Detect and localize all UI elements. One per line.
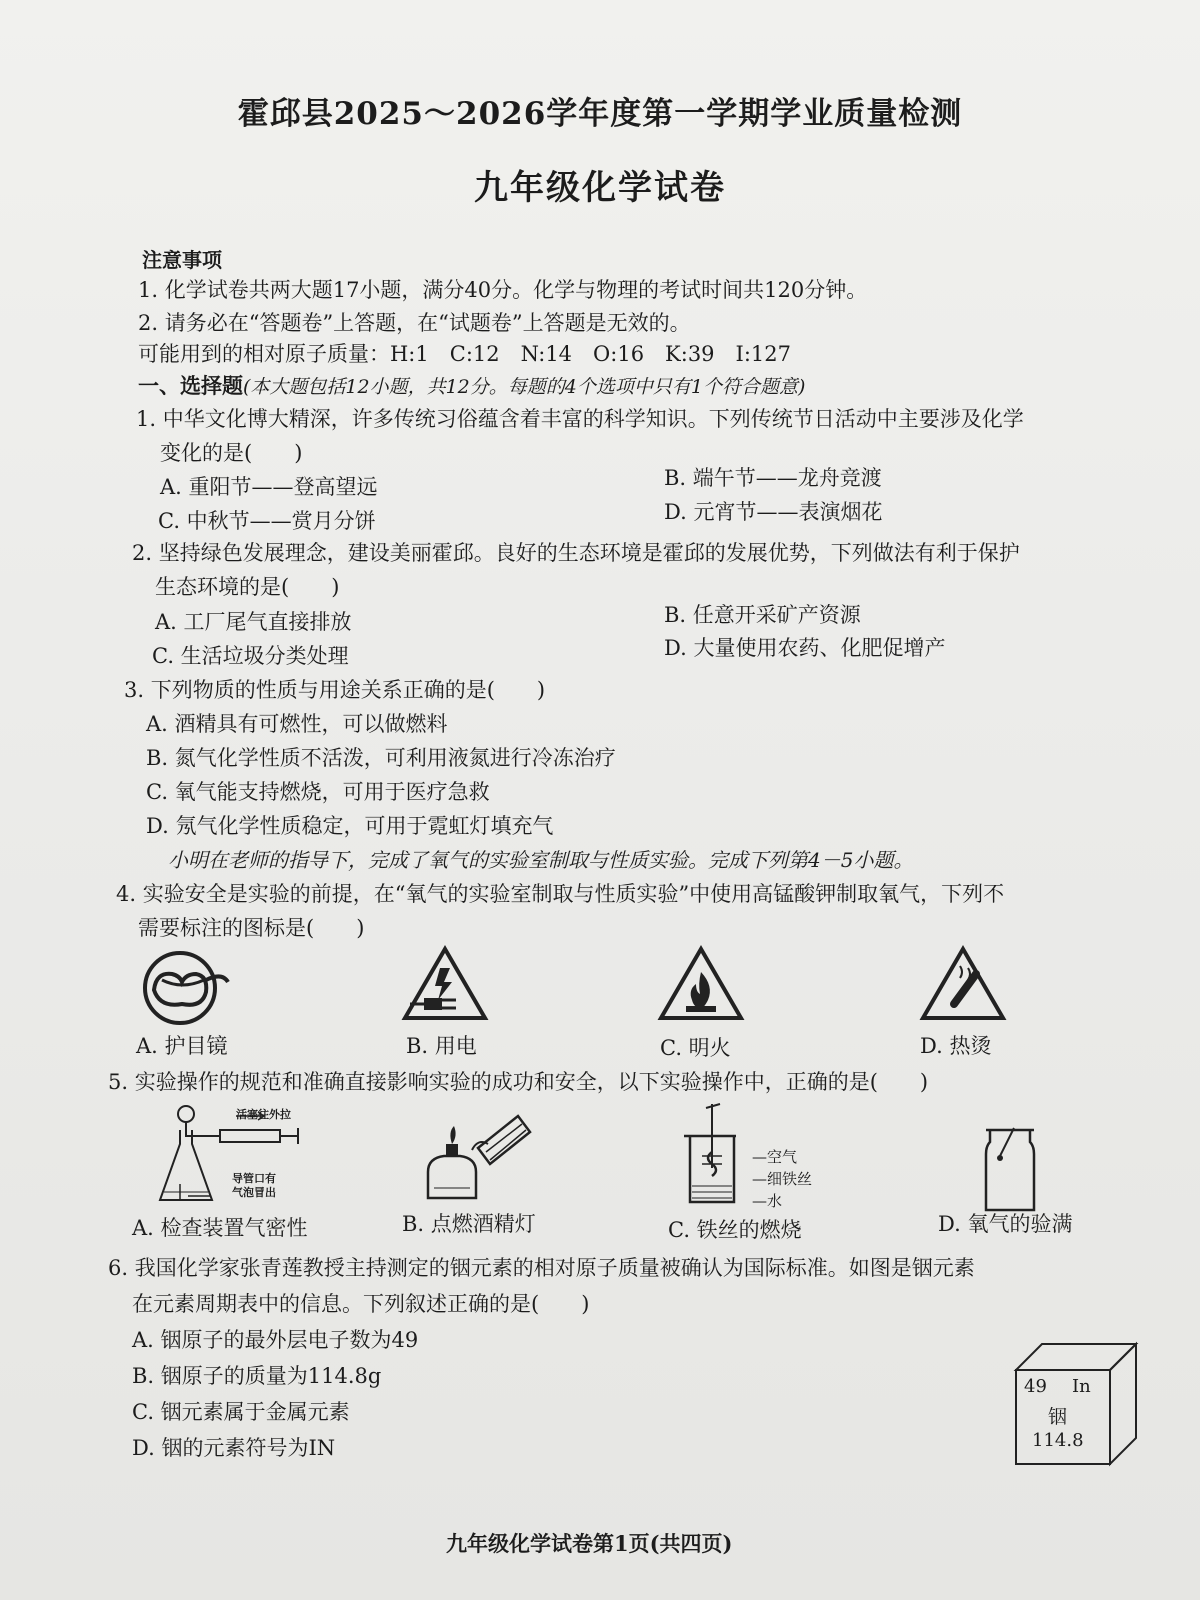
q5-option-b: B. 点燃酒精灯 [402,1212,536,1236]
section-title: 一、选择题 [138,373,243,398]
q4-option-a: A. 护目镜 [136,1034,228,1058]
q4-stem-line2: 需要标注的图标是( ) [138,916,365,940]
notice-heading: 注意事项 [142,248,222,272]
notice-item-1: 1. 化学试卷共两大题17小题，满分40分。化学与物理的考试时间共120分钟。 [138,278,868,302]
label-water: —水 [752,1192,783,1210]
q3-option-b: B. 氮气化学性质不活泼，可利用液氮进行冷冻治疗 [146,746,616,770]
element-name: 铟 [1048,1406,1068,1428]
label-iron-wire: —细铁丝 [752,1170,813,1188]
label-air: —空气 [752,1148,798,1166]
q5-option-a: A. 检查装置气密性 [132,1216,308,1240]
page-footer: 九年级化学试卷第1页(共四页) [446,1531,733,1556]
notice-item-2: 2. 请务必在“答题卷”上答题，在“试题卷”上答题是无效的。 [138,311,691,335]
hot-surface-icon [918,944,1008,1024]
q4-option-d: D. 热烫 [920,1034,992,1058]
q2-option-d: D. 大量使用农药、化肥促增产 [664,636,946,660]
q6-option-d: D. 铟的元素符号为IN [132,1436,336,1460]
q6-option-c: C. 铟元素属于金属元素 [132,1400,350,1424]
q4-option-b: B. 用电 [406,1034,477,1058]
electricity-icon [400,944,490,1024]
q3-option-d: D. 氖气化学性质稳定，可用于霓虹灯填充气 [146,814,554,838]
q2-stem-line2: 生态环境的是( ) [155,575,340,599]
q2-option-c: C. 生活垃圾分类处理 [152,644,349,668]
element-atomic-number: 49 [1024,1376,1047,1397]
label-iron-wire-text: 细铁丝 [767,1170,813,1188]
label-water-text: 水 [767,1192,783,1210]
q2-stem-line1: 2. 坚持绿色发展理念，建设美丽霍邱。良好的生态环境是霍邱的发展优势，下列做法有利于保护 [132,541,1020,565]
q1-option-d: D. 元宵节——表演烟花 [664,500,883,524]
q2-option-b: B. 任意开采矿产资源 [664,603,861,627]
q1-stem-line1: 1. 中华文化博大精深，许多传统习俗蕴含着丰富的科学知识。下列传统节日活动中主要涉及化学 [136,407,1024,431]
element-symbol: In [1072,1376,1091,1397]
section-heading [138,370,805,400]
label-piston-pull: 活塞往外拉 [236,1108,291,1121]
q1-option-a: A. 重阳节——登高望远 [160,475,378,499]
q4-5-intro: 小明在老师的指导下，完成了氧气的实验室制取与性质实验。完成下列第4－5小题。 [168,848,914,872]
iron-wire-combustion-figure [676,1102,756,1212]
alcohol-lamp-figure [418,1108,538,1208]
atomic-masses: 可能用到的相对原子质量：H:1 C:12 N:14 O:16 K:39 I:127 [138,342,791,366]
oxygen-check-figure [976,1124,1046,1214]
q6-option-b: B. 铟原子的质量为114.8g [132,1364,382,1388]
q6-option-a: A. 铟原子的最外层电子数为49 [132,1328,419,1352]
goggles-icon [142,950,234,1026]
q3-option-a: A. 酒精具有可燃性，可以做燃料 [146,712,448,736]
exam-subtitle: 九年级化学试卷 [474,168,726,208]
q1-stem-line2: 变化的是( ) [160,441,303,465]
q5-stem: 5. 实验操作的规范和准确直接影响实验的成功和安全，以下实验操作中，正确的是( ) [108,1070,929,1094]
label-bubbles-line2: 气泡冒出 [232,1186,276,1199]
label-bubbles-line1: 导管口有 [232,1172,276,1185]
q3-stem: 3. 下列物质的性质与用途关系正确的是( ) [124,678,546,702]
q2-option-a: A. 工厂尾气直接排放 [155,610,352,634]
q1-option-c: C. 中秋节——赏月分饼 [158,509,376,533]
exam-title: 霍邱县2025～2026学年度第一学期学业质量检测 [237,96,963,132]
label-air-text: 空气 [767,1148,798,1166]
q6-stem-line2: 在元素周期表中的信息。下列叙述正确的是( ) [132,1292,590,1316]
open-flame-icon [656,944,746,1024]
q4-option-c: C. 明火 [660,1036,731,1060]
q1-option-b: B. 端午节——龙舟竞渡 [664,466,882,490]
q5-option-c: C. 铁丝的燃烧 [668,1218,802,1242]
q6-stem-line1: 6. 我国化学家张青莲教授主持测定的铟元素的相对原子质量被确认为国际标准。如图是铟元素 [108,1256,975,1280]
q4-stem-line1: 4. 实验安全是实验的前提，在“氧气的实验室制取与性质实验”中使用高锰酸钾制取氧气，下列不 [116,882,1005,906]
section-description: (本大题包括12小题，共12分。每题的4个选项中只有1个符合题意) [243,376,806,398]
q3-option-c: C. 氧气能支持燃烧，可用于医疗急救 [146,780,490,804]
element-atomic-mass: 114.8 [1032,1430,1084,1451]
q5-option-d: D. 氧气的验满 [938,1212,1073,1236]
